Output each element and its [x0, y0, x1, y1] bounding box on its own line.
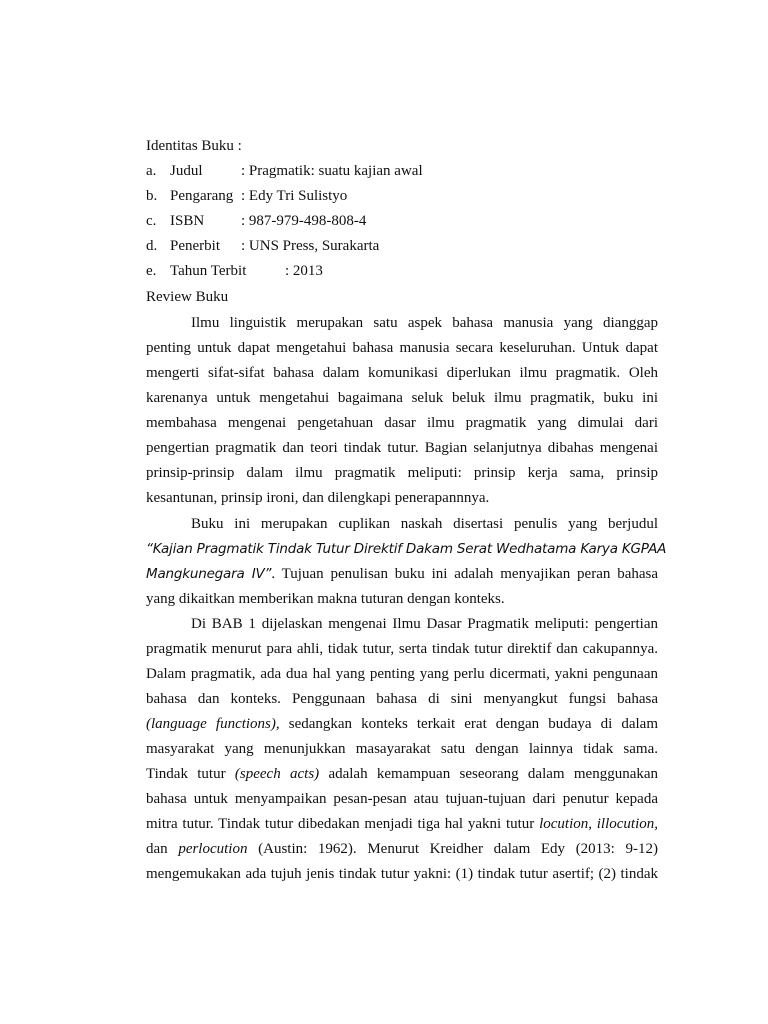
paragraph-1-line: karenanya untuk mengetahui bagaimana seluk beluk ilmu pragmatik, buku ini	[146, 390, 658, 406]
paragraph-2-line: Buku ini merupakan cuplikan naskah disertasi penulis yang berjudul	[191, 516, 658, 532]
item-label: Judul	[170, 163, 203, 179]
paragraph-1-line: Ilmu linguistik merupakan satu aspek bahasa manusia yang dianggap	[191, 315, 658, 331]
item-value: : UNS Press, Surakarta	[241, 238, 380, 254]
paragraph-1-line: penting untuk dapat mengetahui bahasa manusia secara keseluruhan. Untuk dapat	[146, 340, 658, 356]
paragraph-3-line: pragmatik menurut para ahli, tidak tutur, serta tindak tutur direktif dan cakupannya.	[146, 641, 658, 657]
italic-term: perlocution	[178, 841, 248, 857]
paragraph-3-line	[146, 812, 658, 837]
paragraph-text: (Austin: 1962). Menurut Kreidher dalam Edy (2013: 9-12)	[247, 841, 658, 857]
italic-term: locution, illocution,	[539, 816, 659, 832]
book-title-italic: Mangkunegara IV”	[146, 566, 272, 582]
paragraph-text: Tindak tutur	[146, 766, 235, 782]
item-letter: d.	[146, 238, 158, 254]
item-label: Pengarang	[170, 188, 234, 204]
paragraph-3-line	[146, 837, 658, 862]
paragraph-text: sedangkan konteks terkait erat dengan budaya di dalam	[279, 716, 658, 732]
paragraph-1-line: mengerti sifat-sifat bahasa dalam komunikasi diperlukan ilmu pragmatik. Oleh	[146, 365, 658, 381]
paragraph-1-line: pengertian pragmatik dan teori tindak tutur. Bagian selanjutnya dibahas mengenai	[146, 440, 658, 456]
italic-term: (speech acts)	[234, 766, 320, 782]
paragraph-3-line	[146, 762, 658, 787]
item-letter: b.	[146, 188, 158, 204]
paragraph-1-line: prinsip-prinsip dalam ilmu pragmatik meliputi: prinsip kerja sama, prinsip	[146, 465, 658, 481]
identity-item-isbn	[146, 209, 658, 234]
paragraph-1-line: kesantunan, prinsip ironi, dan dilengkapi penerapannnya.	[146, 490, 490, 506]
item-value: : Pragmatik: suatu kajian awal	[241, 163, 423, 179]
item-value: : 2013	[285, 263, 323, 279]
paragraph-2-line: yang dikaitkan memberikan makna tuturan dengan konteks.	[146, 591, 505, 607]
identity-heading: Identitas Buku :	[146, 138, 242, 154]
paragraph-text: dan	[146, 841, 179, 857]
item-letter: e.	[146, 263, 157, 279]
item-label: Tahun Terbit	[170, 263, 247, 279]
item-letter: a.	[146, 163, 157, 179]
paragraph-3-line: bahasa dan konteks. Penggunaan bahasa di sini menyangkut fungsi bahasa	[146, 691, 658, 707]
paragraph-3-line	[146, 712, 658, 737]
item-label: ISBN	[170, 213, 205, 229]
identity-item-publisher	[146, 234, 658, 259]
book-title-italic: “Kajian Pragmatik Tindak Tutur Direktif Dakam Serat Wedhatama Karya KGPAA	[146, 541, 667, 557]
identity-item-year	[146, 259, 658, 284]
item-value: : Edy Tri Sulistyo	[241, 188, 348, 204]
paragraph-3-line: Dalam pragmatik, ada dua hal yang penting yang perlu dicermati, yakni pengunaan	[146, 666, 658, 682]
paragraph-3-line: bahasa untuk menyampaikan pesan-pesan atau tujuan-tujuan dari penutur kepada	[146, 791, 658, 807]
review-heading: Review Buku	[146, 289, 229, 305]
paragraph-text: mitra tutur. Tindak tutur dibedakan menjadi tiga hal yakni tutur	[146, 816, 540, 832]
paragraph-3-line: masyarakat yang menunjukkan masayarakat satu dengan lainnya tidak sama.	[146, 741, 658, 757]
paragraph-1-line: membahasa mengenai pengetahuan dasar ilmu pragmatik yang dimulai dari	[146, 415, 658, 431]
paragraph-3-line: Di BAB 1 dijelaskan mengenai Ilmu Dasar Pragmatik meliputi: pengertian	[191, 616, 658, 632]
identity-item-author	[146, 184, 658, 209]
paragraph-2-line	[146, 562, 658, 587]
italic-term: (language functions),	[146, 716, 280, 732]
paragraph-3-line: mengemukakan ada tujuh jenis tindak tutur yakni: (1) tindak tutur asertif; (2) tindak	[146, 866, 658, 882]
item-letter: c.	[146, 213, 157, 229]
paragraph-text: adalah kemampuan seseorang dalam menggunakan	[319, 766, 659, 782]
identity-item-title	[146, 159, 658, 184]
paragraph-text: . Tujuan penulisan buku ini adalah menyajikan peran bahasa	[271, 566, 659, 582]
item-value: : 987-979-498-808-4	[241, 213, 367, 229]
item-label: Penerbit	[170, 238, 220, 254]
